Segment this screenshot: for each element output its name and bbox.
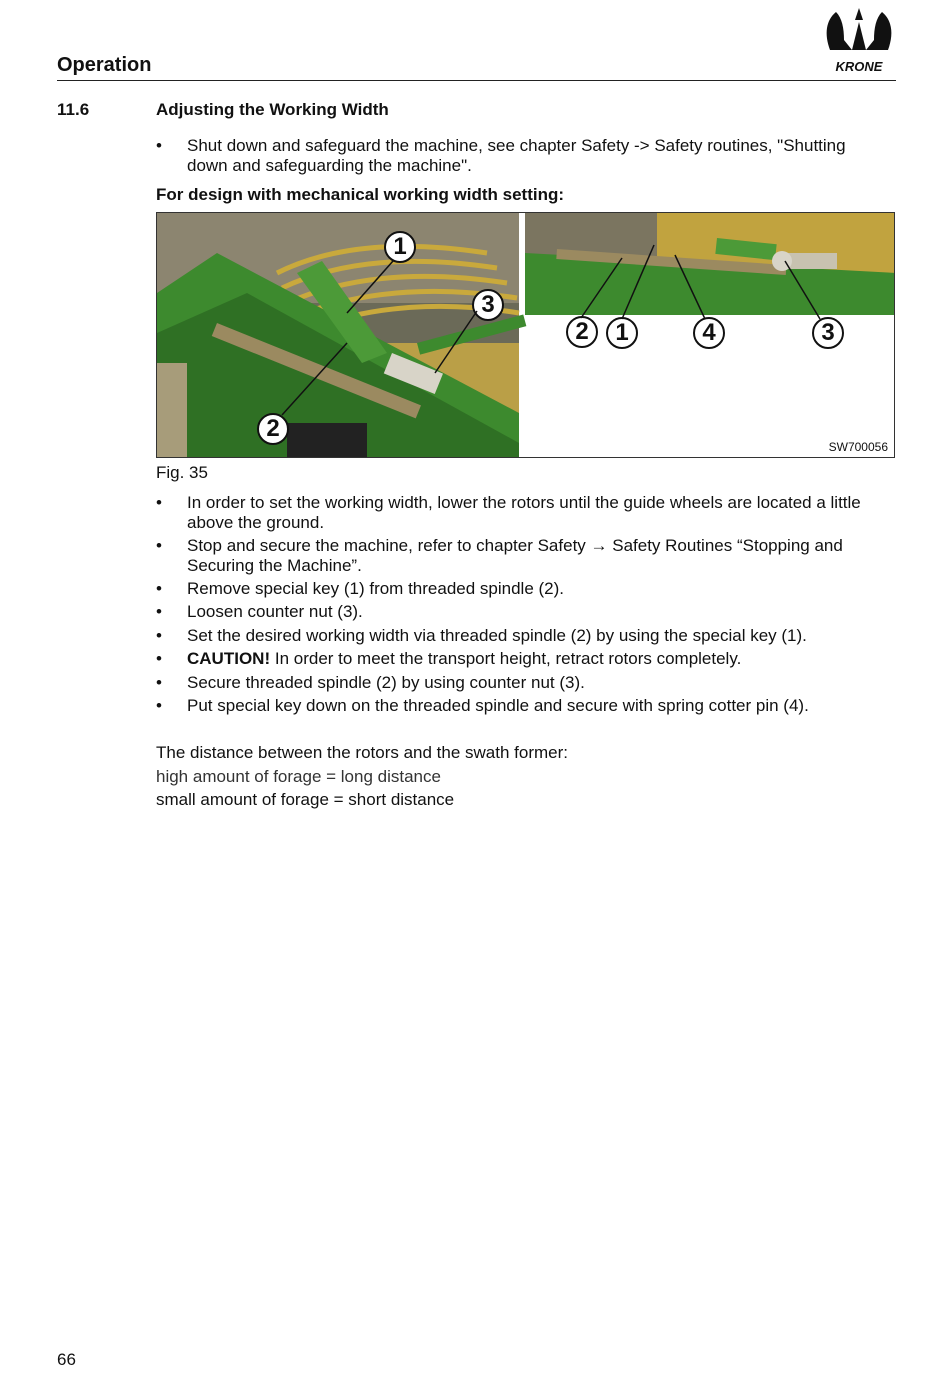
page-number: 66	[57, 1350, 76, 1369]
figure-caption: Fig. 35	[156, 463, 208, 482]
distance-intro: The distance between the rotors and the swath former:	[156, 743, 569, 762]
caution-label: CAUTION!	[187, 649, 271, 668]
distance-high: high amount of forage = long distance	[156, 767, 441, 786]
step-text: In order to meet the transport height, retract rotors completely.	[274, 649, 742, 668]
figure-code: SW700056	[828, 440, 888, 454]
design-heading: For design with mechanical working width setting:	[156, 185, 565, 204]
bullet-dot: •	[156, 626, 162, 645]
header-divider	[57, 80, 896, 81]
bullet-dot: •	[156, 493, 162, 512]
step-text: Put special key down on the threaded spindle and secure with spring cotter pin (4).	[187, 696, 809, 715]
distance-small: small amount of forage = short distance	[156, 790, 455, 809]
callout-2: 2	[257, 413, 289, 445]
callout-3: 3	[812, 317, 844, 349]
bullet-dot: •	[156, 696, 162, 715]
step-text: Loosen counter nut (3).	[187, 602, 363, 621]
caution-step	[187, 649, 887, 669]
page-header-title: Operation	[57, 54, 152, 76]
step-text: In order to set the working width, lower the rotors until the guide wheels are located a little above the ground.	[187, 493, 861, 532]
figure-35	[156, 212, 895, 458]
bullet-dot: •	[156, 536, 162, 555]
bullet-dot: •	[156, 579, 162, 598]
step-text: Set the desired working width via threaded spindle (2) by using the special key (1).	[187, 626, 807, 645]
callout-4: 4	[693, 317, 725, 349]
bullet-dot: •	[156, 136, 162, 155]
intro-bullet-text: Shut down and safeguard the machine, see chapter Safety -> Safety routines, "Shutting down and safeguarding the machine".	[187, 136, 846, 175]
callout-1: 1	[384, 231, 416, 263]
bullet-dot: •	[156, 602, 162, 621]
callout-2: 2	[566, 316, 598, 348]
krone-logo	[822, 4, 896, 76]
callout-1: 1	[606, 317, 638, 349]
step-text: Remove special key (1) from threaded spindle (2).	[187, 579, 564, 598]
step-text: Secure threaded spindle (2) by using counter nut (3).	[187, 673, 585, 692]
bullet-dot: •	[156, 673, 162, 692]
callout-3: 3	[472, 289, 504, 321]
section-title: Adjusting the Working Width	[156, 100, 389, 119]
section-number: 11.6	[57, 100, 90, 119]
callout-leader-lines	[157, 213, 895, 458]
bullet-dot: •	[156, 649, 162, 668]
logo-text: KRONE	[835, 59, 883, 74]
step-text: Stop and secure the machine, refer to chapter Safety → Safety Routines “Stopping and Securing the Machine”.	[187, 536, 843, 575]
